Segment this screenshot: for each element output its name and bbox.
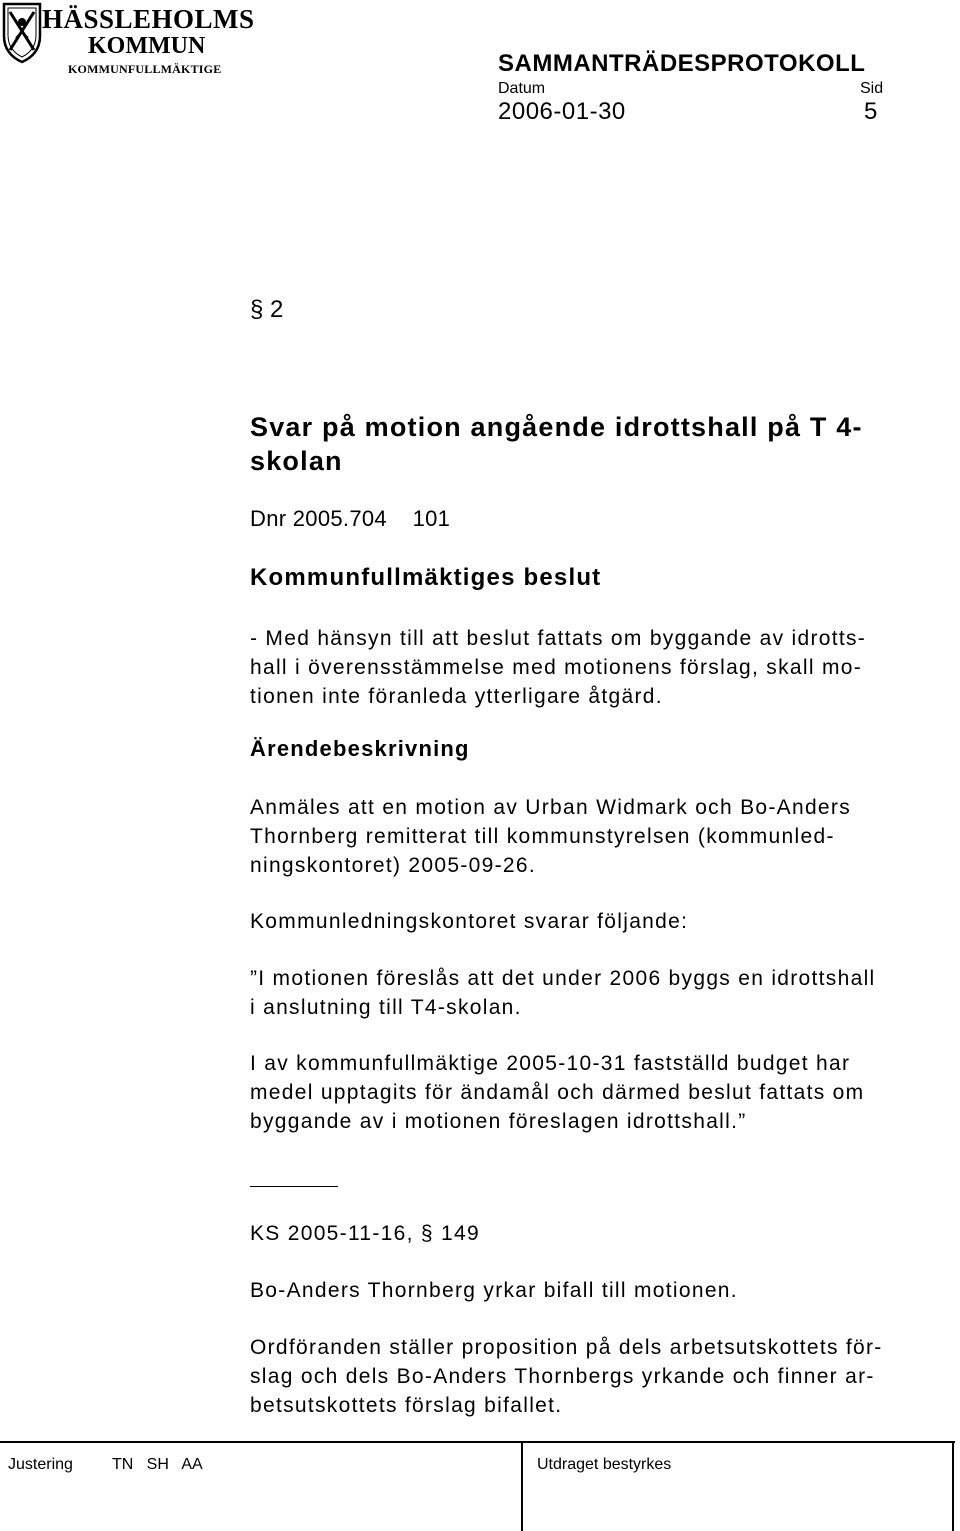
description-line: Anmäles att en motion av Urban Widmark och Bo-Anders	[250, 796, 851, 819]
chair-line: Ordföranden ställer proposition på dels arbetsutskottets för-	[250, 1336, 883, 1359]
budget-line: I av kommunfullmäktige 2005-10-31 fastställd budget har	[250, 1052, 851, 1075]
chair-line: slag och dels Bo-Anders Thornbergs yrkande och finner ar-	[250, 1365, 875, 1388]
budget-line: medel upptagits för ändamål och därmed beslut fattats om	[250, 1081, 865, 1104]
decision-line: - Med hänsyn till att beslut fattats om byggande av idrotts-	[250, 627, 867, 650]
separator-line	[250, 1186, 338, 1187]
quote-line: i anslutning till T4-skolan.	[250, 996, 522, 1019]
budget-line: byggande av i motionen föreslagen idrottshall.”	[250, 1110, 747, 1133]
municipality-logo	[0, 0, 255, 84]
chair-proposition	[250, 1333, 955, 1420]
ks-reference: KS 2005-11-16, § 149	[250, 1222, 480, 1245]
budget-text	[250, 1049, 955, 1136]
decision-line: tionen inte föranleda ytterligare åtgärd.	[250, 685, 663, 708]
description-text	[250, 793, 955, 880]
logo-org-line1: HÄSSLEHOLMS	[42, 4, 255, 34]
case-title: Svar på motion angående idrottshall på T 4-skolan	[250, 412, 863, 476]
logo-org-line3: KOMMUNFULLMÄKTIGE	[68, 62, 222, 76]
description-line: ningskontoret) 2005-09-26.	[250, 854, 536, 877]
footer-divider	[521, 1441, 523, 1531]
justering-label: Justering	[8, 1456, 73, 1473]
justering-initials: TN SH AA	[112, 1456, 203, 1473]
paragraph-number: § 2	[250, 296, 284, 323]
page-label: Sid	[860, 80, 884, 97]
logo-org-line2: KOMMUN	[88, 33, 206, 59]
footer-divider-right	[952, 1441, 954, 1531]
certified-label: Utdraget bestyrkes	[537, 1456, 672, 1473]
decision-heading: Kommunfullmäktiges beslut	[250, 564, 602, 591]
case-number: Dnr 2005.704 101	[250, 506, 451, 531]
coat-of-arms-icon	[2, 2, 42, 64]
reply-intro: Kommunledningskontoret svarar följande:	[250, 910, 689, 933]
date-label: Datum	[498, 80, 546, 97]
motion-support: Bo-Anders Thornberg yrkar bifall till motionen.	[250, 1279, 738, 1302]
description-line: Thornberg remitterat till kommunstyrelsen (kommunled-	[250, 825, 835, 848]
chair-line: betsutskottets förslag bifallet.	[250, 1394, 563, 1417]
quote-text	[250, 964, 955, 1022]
quote-line: ”I motionen föreslås att det under 2006 byggs en idrottshall	[250, 967, 876, 990]
meeting-date: 2006-01-30	[498, 98, 626, 125]
document-type: SAMMANTRÄDESPROTOKOLL	[498, 50, 866, 77]
decision-text	[250, 624, 955, 711]
description-heading: Ärendebeskrivning	[250, 736, 470, 761]
footer-rule	[0, 1441, 955, 1443]
page-number: 5	[864, 98, 878, 125]
decision-line: hall i överensstämmelse med motionens förslag, skall mo-	[250, 656, 863, 679]
